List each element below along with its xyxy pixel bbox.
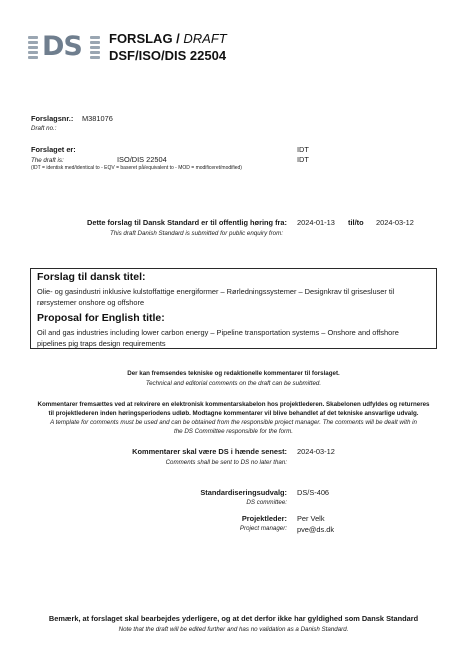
- forslag-label: FORSLAG /: [109, 31, 180, 46]
- english-title-line-1: Oil and gas industries including lower carbon energy – Pipeline transportation systems – Onshore and offshore: [37, 328, 399, 337]
- comments-template-en-1: A template for comments must be used and can be obtained from the responsible project manager. The comments will be dealt with in: [50, 419, 417, 426]
- logo-stripes-left: [28, 36, 38, 60]
- danish-title-heading: Forslag til dansk titel:: [37, 271, 146, 283]
- manager-name: Per Velk: [297, 514, 325, 523]
- footer-note-da: Bemærk, at forslaget skal bearbejdes yderligere, og at det derfor ikke har gyldighed som Dansk Standard: [48, 614, 419, 623]
- deadline-value: 2024-03-12: [297, 447, 335, 456]
- manager-email[interactable]: pve@ds.dk: [297, 525, 335, 534]
- draft-is-value: ISO/DIS 22504: [117, 155, 167, 164]
- danish-title-line-1: Olie- og gasindustri inklusive kulstoffattige energiformer – Rørledningssystemer – Designkrav til grisesluser til: [37, 287, 395, 296]
- draft-label: DRAFT: [183, 31, 227, 46]
- deadline-label: Kommentarer skal være DS i hænde senest:: [132, 447, 287, 456]
- english-title-line-2: pipelines pig traps design requirements: [37, 339, 166, 348]
- hearing-label-en: This draft Danish Standard is submitted for public enquiry from:: [110, 230, 283, 237]
- comments-template-en-2: the DS Committee responsible for the form.: [174, 428, 293, 435]
- logo-stripes-right: [90, 36, 100, 60]
- english-title: [37, 327, 433, 349]
- committee-label-en: DS committee:: [246, 499, 287, 506]
- til-label: til/to: [348, 218, 364, 227]
- draft-heading: [109, 31, 227, 46]
- the-draft-is-label: The draft is:: [31, 157, 64, 164]
- committee-label: Standardiseringsudvalg:: [200, 488, 287, 497]
- hearing-from: 2024-01-13: [297, 218, 335, 227]
- manager-label: Projektleder:: [241, 514, 287, 523]
- hearing-label: Dette forslag til Dansk Standard er til offentlig høring fra:: [87, 218, 287, 227]
- hearing-to: 2024-03-12: [376, 218, 414, 227]
- footer-note-en: Note that the draft will be edited further and has no validation as a Danish Standard.: [118, 626, 349, 633]
- forslagsnr-value: M381076: [82, 114, 113, 123]
- document-id: DSF/ISO/DIS 22504: [109, 48, 227, 63]
- comments-template-da-1: Kommentarer fremsættes ved at rekvirere en elektronisk kommentarskabelon hos projektlederen. Skabelonen udfyldes og returneres: [37, 401, 430, 408]
- danish-title-line-2: rørsystemer onshore og offshore: [37, 298, 145, 307]
- comments-info-en: Technical and editorial comments on the draft can be submitted.: [145, 380, 322, 387]
- forslagsnr-label: Forslagsnr.:: [31, 114, 74, 123]
- danish-title: [37, 286, 433, 308]
- forslaget-er-label: Forslaget er:: [31, 145, 76, 154]
- title-box: [30, 268, 437, 349]
- ds-logo: [28, 31, 102, 62]
- draft-no-label: Draft no.:: [31, 125, 57, 132]
- comments-template-da-2: til projektlederen inden høringsperiodens udløb. Modtagne kommentarer vil blive behandlet af det tekniske ansvarlige udvalg.: [48, 410, 419, 417]
- idt-legend: (IDT = identisk med/identical to - EQV = baseret på/equivalent to - MOD = modificeret/modified): [31, 165, 242, 171]
- english-title-heading: Proposal for English title:: [37, 312, 165, 324]
- manager-label-en: Project manager:: [239, 525, 287, 532]
- committee-value: DS/S-406: [297, 488, 330, 497]
- deadline-label-en: Comments shall be sent to DS no later than:: [165, 459, 287, 466]
- logo-text: DS: [42, 31, 82, 62]
- comments-info-da: Der kan fremsendes tekniske og redaktionelle kommentarer til forslaget.: [127, 370, 340, 377]
- idt-value-1: IDT: [297, 145, 309, 154]
- idt-value-2: IDT: [297, 155, 309, 164]
